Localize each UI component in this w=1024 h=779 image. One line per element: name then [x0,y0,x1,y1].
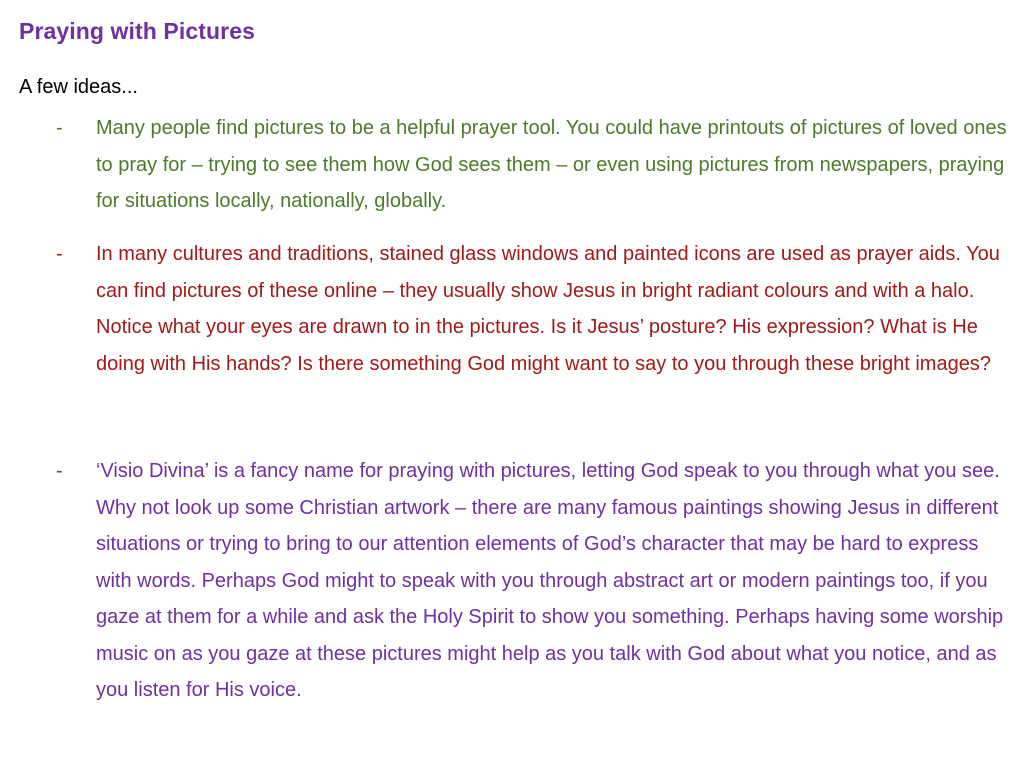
list-item-text: ‘Visio Divina’ is a fancy name for praying with pictures, letting God speak to you through what you see. Why not look up some Christian artwork – there are many famous paintings showing Jesus in different situations or trying to bring to our attention elements of God’s character that may be hard to express with words. Perhaps God might to speak with you through abstract art or modern paintings too, if you gaze at them for a while and ask the Holy Spirit to show you something. Perhaps having some worship music on as you gaze at these pictures might help as you talk with God about what you notice, and as you listen for His voice. [96,460,1004,701]
list-item-text: Many people find pictures to be a helpful prayer tool. You could have printouts of pictures of loved ones to pray for – trying to see them how God sees them – or even using pictures from newspapers, praying for situations locally, nationally, globally. [96,117,1007,212]
intro-text: A few ideas... [19,76,138,98]
bullet-dash: - [56,460,63,482]
document-title: Praying with Pictures [19,18,255,44]
bullet-dash: - [56,117,63,139]
list-item-text: In many cultures and traditions, stained glass windows and painted icons are used as prayer aids. You can find pictures of these online – they usually show Jesus in bright radiant colours and with a halo. Notice what your eyes are drawn to in the pictures. Is it Jesus’ posture? His expression? What is He doing with His hands? Is there something God might want to say to you through these bright images? [96,243,1000,375]
bullet-dash: - [56,243,63,265]
